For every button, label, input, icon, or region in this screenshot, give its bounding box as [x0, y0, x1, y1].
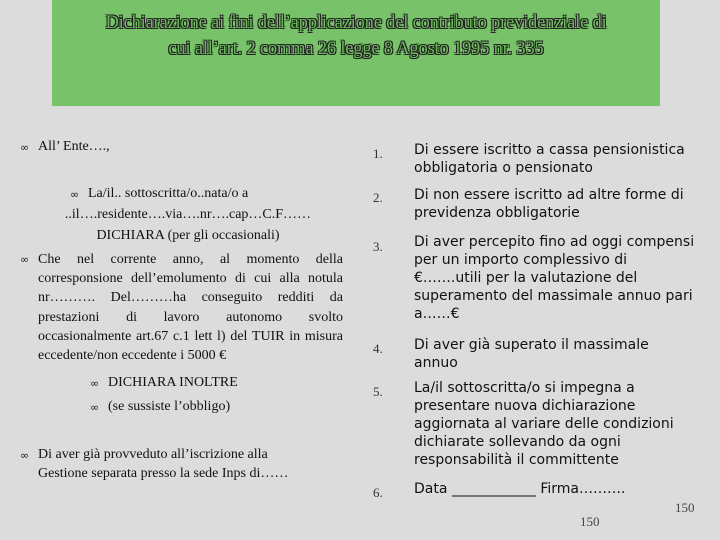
infinity-bullet-icon: ∞: [90, 401, 100, 414]
infinity-bullet-icon: ∞: [20, 253, 30, 266]
declaration-item-4: Di aver già superato il massimale annuo: [414, 337, 649, 371]
declaration-item-6: Data ____________ Firma……….: [414, 481, 626, 497]
item-number-5: 5.: [373, 384, 383, 399]
page-number-secondary: 150: [675, 500, 695, 515]
declares-further-heading: DICHIARA INOLTRE: [108, 375, 238, 390]
income-declaration-paragraph: Che nel corrente anno, al momento della corresponsione dell’emolumento di cui alla notula nr………. Del………ha conseguito redditi da prestazioni di lavoro autonomo svolto occasionalmente art.67 c.1 lett l) del TUIR in misura eccedente/non eccedente i 5000 €: [38, 252, 343, 364]
infinity-bullet-icon: ∞: [90, 377, 100, 390]
obligation-note: (se sussiste l’obbligo): [108, 399, 231, 414]
inps-registration-line-1: Di aver già provveduto all’iscrizione alla: [38, 447, 268, 462]
item-number-2: 2.: [373, 190, 383, 205]
title-line-2: cui all’art. 2 comma 26 legge 8 Agosto 1995 nr. 335: [168, 39, 544, 59]
item-number-3: 3.: [373, 239, 383, 254]
infinity-bullet-icon: ∞: [20, 449, 30, 462]
page-number: 150: [580, 514, 600, 529]
title-line-1: Dichiarazione ai fini dell’applicazione del contributo previdenziale di: [105, 13, 607, 33]
item-number-4: 4.: [373, 341, 383, 356]
page-title: [105, 10, 606, 62]
inps-registration-line-2: Gestione separata presso la sede Inps di……: [38, 466, 289, 481]
infinity-bullet-icon: ∞: [20, 141, 30, 154]
title-banner: [52, 0, 660, 106]
item-number-1: 1.: [373, 146, 383, 161]
infinity-bullet-icon: ∞: [70, 188, 80, 201]
declaration-item-3: Di aver percepito fino ad oggi compensi per un importo complessivo di €…….utili per la valutazione del superamento del massimale annuo pari a……€: [414, 234, 695, 322]
declaration-item-5: La/il sottoscritta/o si impegna a presentare nuova dichiarazione aggiornata al variare delle condizioni dichiarate sollevando da ogni responsabilità il committente: [414, 380, 674, 468]
declaration-item-2: Di non essere iscritto ad altre forme di previdenza obbligatorie: [414, 187, 684, 221]
declarant-line-1: La/il.. sottoscritta/o..nata/o a: [88, 186, 249, 201]
declaration-item-1: Di essere iscritto a cassa pensionistica obbligatoria o pensionato: [414, 142, 685, 176]
item-number-6: 6.: [373, 485, 383, 500]
recipient-entity-text: All’ Ente….,: [38, 139, 110, 154]
declarant-line-2: ..il….residente….via….nr….cap…C.F……: [64, 207, 312, 222]
declares-occasional-heading: DICHIARA (per gli occasionali): [96, 228, 280, 243]
